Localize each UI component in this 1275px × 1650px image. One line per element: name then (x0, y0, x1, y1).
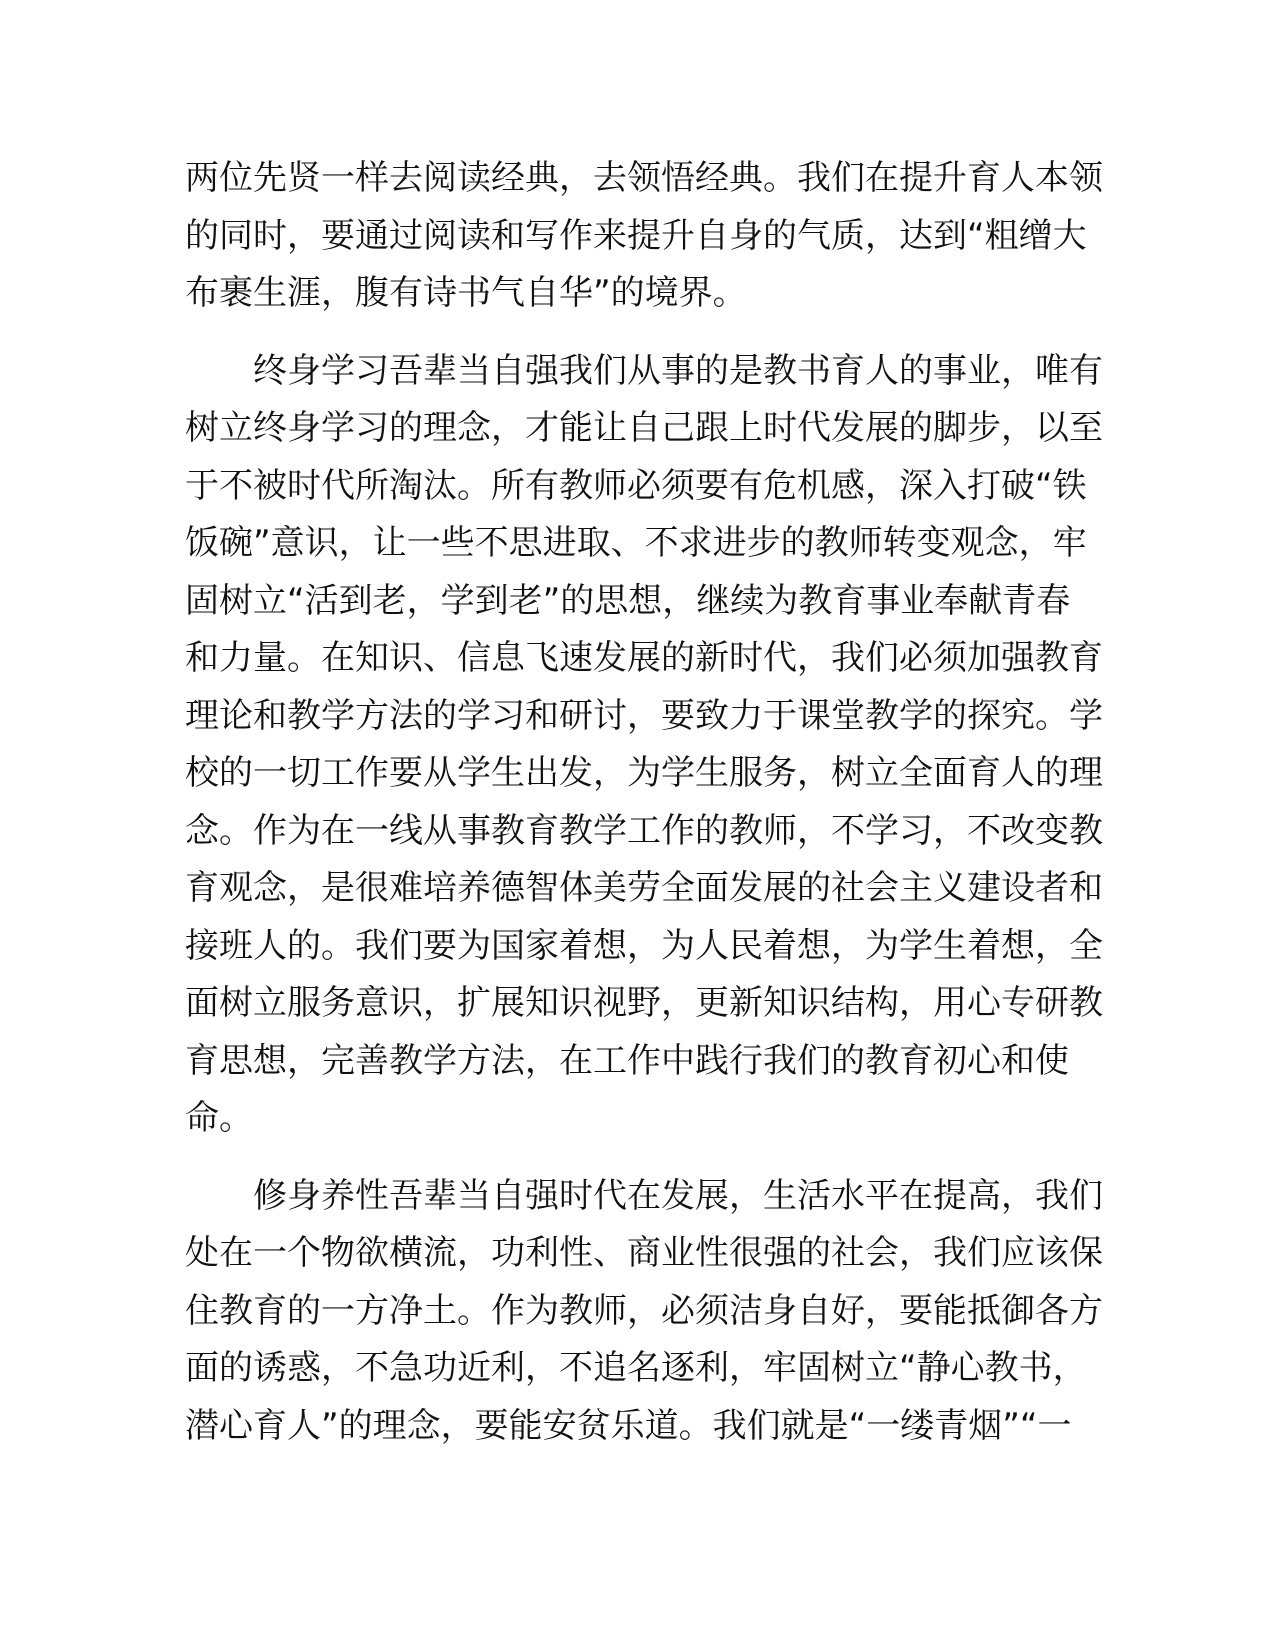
paragraph-3 (185, 1168, 1103, 1456)
text-line: 固树立“活到老，学到老”的思想，继续为教育事业奉献青春 (185, 580, 1071, 621)
text-line: 修身养性吾辈当自强时代在发展，生活水平在提高，我们 (185, 1175, 1103, 1216)
text-line: 育观念，是很难培养德智体美劳全面发展的社会主义建设者和 (185, 868, 1103, 908)
text-line: 终身学习吾辈当自强我们从事的是教书育人的事业，唯有 (185, 350, 1103, 391)
text-line: 布裹生涯，腹有诗书气自华”的境界。 (185, 273, 747, 313)
text-line: 于不被时代所淘汰。所有教师必须要有危机感，深入打破“铁 (185, 465, 1087, 506)
paragraph-2 (185, 343, 1103, 1148)
text-line: 两位先贤一样去阅读经典，去领悟经典。我们在提升育人本领 (185, 158, 1103, 198)
text-line: 的同时，要通过阅读和写作来提升自身的气质，达到“粗缯大 (185, 215, 1087, 256)
text-line: 和力量。在知识、信息飞速发展的新时代，我们必须加强教育 (185, 638, 1103, 678)
text-line: 饭碗”意识，让一些不思进取、不求进步的教师转变观念，牢 (185, 523, 1087, 563)
text-line: 面树立服务意识，扩展知识视野，更新知识结构，用心专研教 (185, 983, 1103, 1023)
paragraph-1 (185, 150, 1103, 323)
text-line: 面的诱惑，不急功近利，不追名逐利，牢固树立“静心教书， (185, 1348, 1087, 1388)
text-line: 处在一个物欲横流，功利性、商业性很强的社会，我们应该保 (185, 1233, 1103, 1273)
text-line: 住教育的一方净土。作为教师，必须洁身自好，要能抵御各方 (185, 1290, 1103, 1331)
text-line: 理论和教学方法的学习和研讨，要致力于课堂教学的探究。学 (185, 695, 1103, 736)
text-line: 校的一切工作要从学生出发，为学生服务，树立全面育人的理 (185, 753, 1103, 793)
text-line: 念。作为在一线从事教育教学工作的教师，不学习，不改变教 (185, 810, 1103, 851)
text-line: 命。 (185, 1098, 253, 1138)
body-text (185, 150, 1103, 1455)
text-line: 潜心育人”的理念，要能安贫乐道。我们就是“一缕青烟”“一 (185, 1405, 1072, 1446)
text-line: 育思想，完善教学方法，在工作中践行我们的教育初心和使 (185, 1040, 1069, 1081)
text-line: 树立终身学习的理念，才能让自己跟上时代发展的脚步，以至 (185, 408, 1103, 448)
text-line: 接班人的。我们要为国家着想，为人民着想，为学生着想，全 (185, 925, 1103, 966)
